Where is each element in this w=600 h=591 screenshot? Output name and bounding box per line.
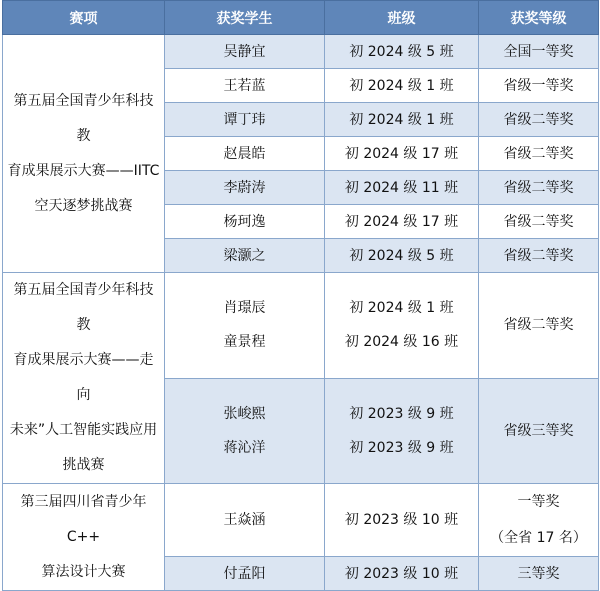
student-cell: 吴静宜	[165, 35, 325, 69]
student-cell: 谭丁玮	[165, 103, 325, 137]
event-cell	[3, 484, 165, 591]
level-cell: 全国一等奖	[479, 35, 599, 69]
level-cell	[479, 484, 599, 557]
student-name: 童景程	[223, 334, 266, 351]
student-cell	[165, 273, 325, 379]
level-line: （全省 17 名）	[490, 530, 587, 546]
class-cell	[325, 378, 479, 484]
event-line: 第三届四川省青少年 C++	[20, 493, 147, 545]
class-cell: 初 2024 级 5 班	[325, 35, 479, 69]
event-line: 第五届全国青少年科技教	[13, 92, 154, 144]
class-cell	[325, 273, 479, 379]
student-cell: 付孟阳	[165, 557, 325, 591]
class-cell: 初 2024 级 17 班	[325, 137, 479, 171]
header-row	[3, 1, 599, 35]
event-cell	[3, 35, 165, 273]
level-cell: 省级二等奖	[479, 171, 599, 205]
level-cell: 三等奖	[479, 557, 599, 591]
class-cell: 初 2024 级 1 班	[325, 69, 479, 103]
table-row	[3, 35, 599, 69]
header-class: 班级	[325, 1, 479, 35]
event-line: 未来”人工智能实践应用	[9, 422, 158, 438]
student-name: 肖璟辰	[223, 300, 266, 317]
level-cell: 省级一等奖	[479, 69, 599, 103]
event-cell	[3, 273, 165, 484]
level-line: 一等奖	[517, 494, 560, 510]
table-row	[3, 273, 599, 379]
awards-table-container	[2, 0, 598, 582]
event-line: 第五届全国青少年科技教	[13, 282, 154, 333]
class-cell: 初 2024 级 17 班	[325, 205, 479, 239]
level-cell: 省级二等奖	[479, 273, 599, 379]
class-name: 初 2024 级 1 班	[349, 300, 454, 317]
student-name: 张峻熙	[223, 405, 266, 422]
header-level: 获奖等级	[479, 1, 599, 35]
class-cell: 初 2024 级 5 班	[325, 239, 479, 273]
event-line: 育成果展示大赛——走向	[13, 352, 154, 403]
class-cell: 初 2023 级 10 班	[325, 484, 479, 557]
header-student: 获奖学生	[165, 1, 325, 35]
awards-table	[2, 0, 599, 591]
class-cell: 初 2024 级 1 班	[325, 103, 479, 137]
event-line: 算法设计大赛	[41, 563, 126, 580]
level-cell: 省级二等奖	[479, 103, 599, 137]
header-event: 赛项	[3, 1, 165, 35]
student-cell: 王焱涵	[165, 484, 325, 557]
student-cell: 李蔚涛	[165, 171, 325, 205]
student-cell: 杨珂逸	[165, 205, 325, 239]
level-cell: 省级二等奖	[479, 239, 599, 273]
event-line: 空天逐梦挑战赛	[34, 197, 133, 214]
class-name: 初 2023 级 9 班	[349, 439, 454, 456]
student-cell	[165, 378, 325, 484]
event-line: 挑战赛	[62, 457, 105, 473]
table-row	[3, 484, 599, 557]
level-cell: 省级三等奖	[479, 378, 599, 484]
student-name: 蒋沁洋	[223, 439, 266, 456]
level-cell: 省级二等奖	[479, 205, 599, 239]
student-cell: 赵晨皓	[165, 137, 325, 171]
class-cell: 初 2023 级 10 班	[325, 557, 479, 591]
level-cell: 省级二等奖	[479, 137, 599, 171]
event-line: 育成果展示大赛——IITC	[7, 162, 160, 179]
student-cell: 梁灏之	[165, 239, 325, 273]
class-cell: 初 2024 级 11 班	[325, 171, 479, 205]
class-name: 初 2023 级 9 班	[349, 405, 454, 422]
student-cell: 王若蓝	[165, 69, 325, 103]
class-name: 初 2024 级 16 班	[344, 334, 459, 351]
